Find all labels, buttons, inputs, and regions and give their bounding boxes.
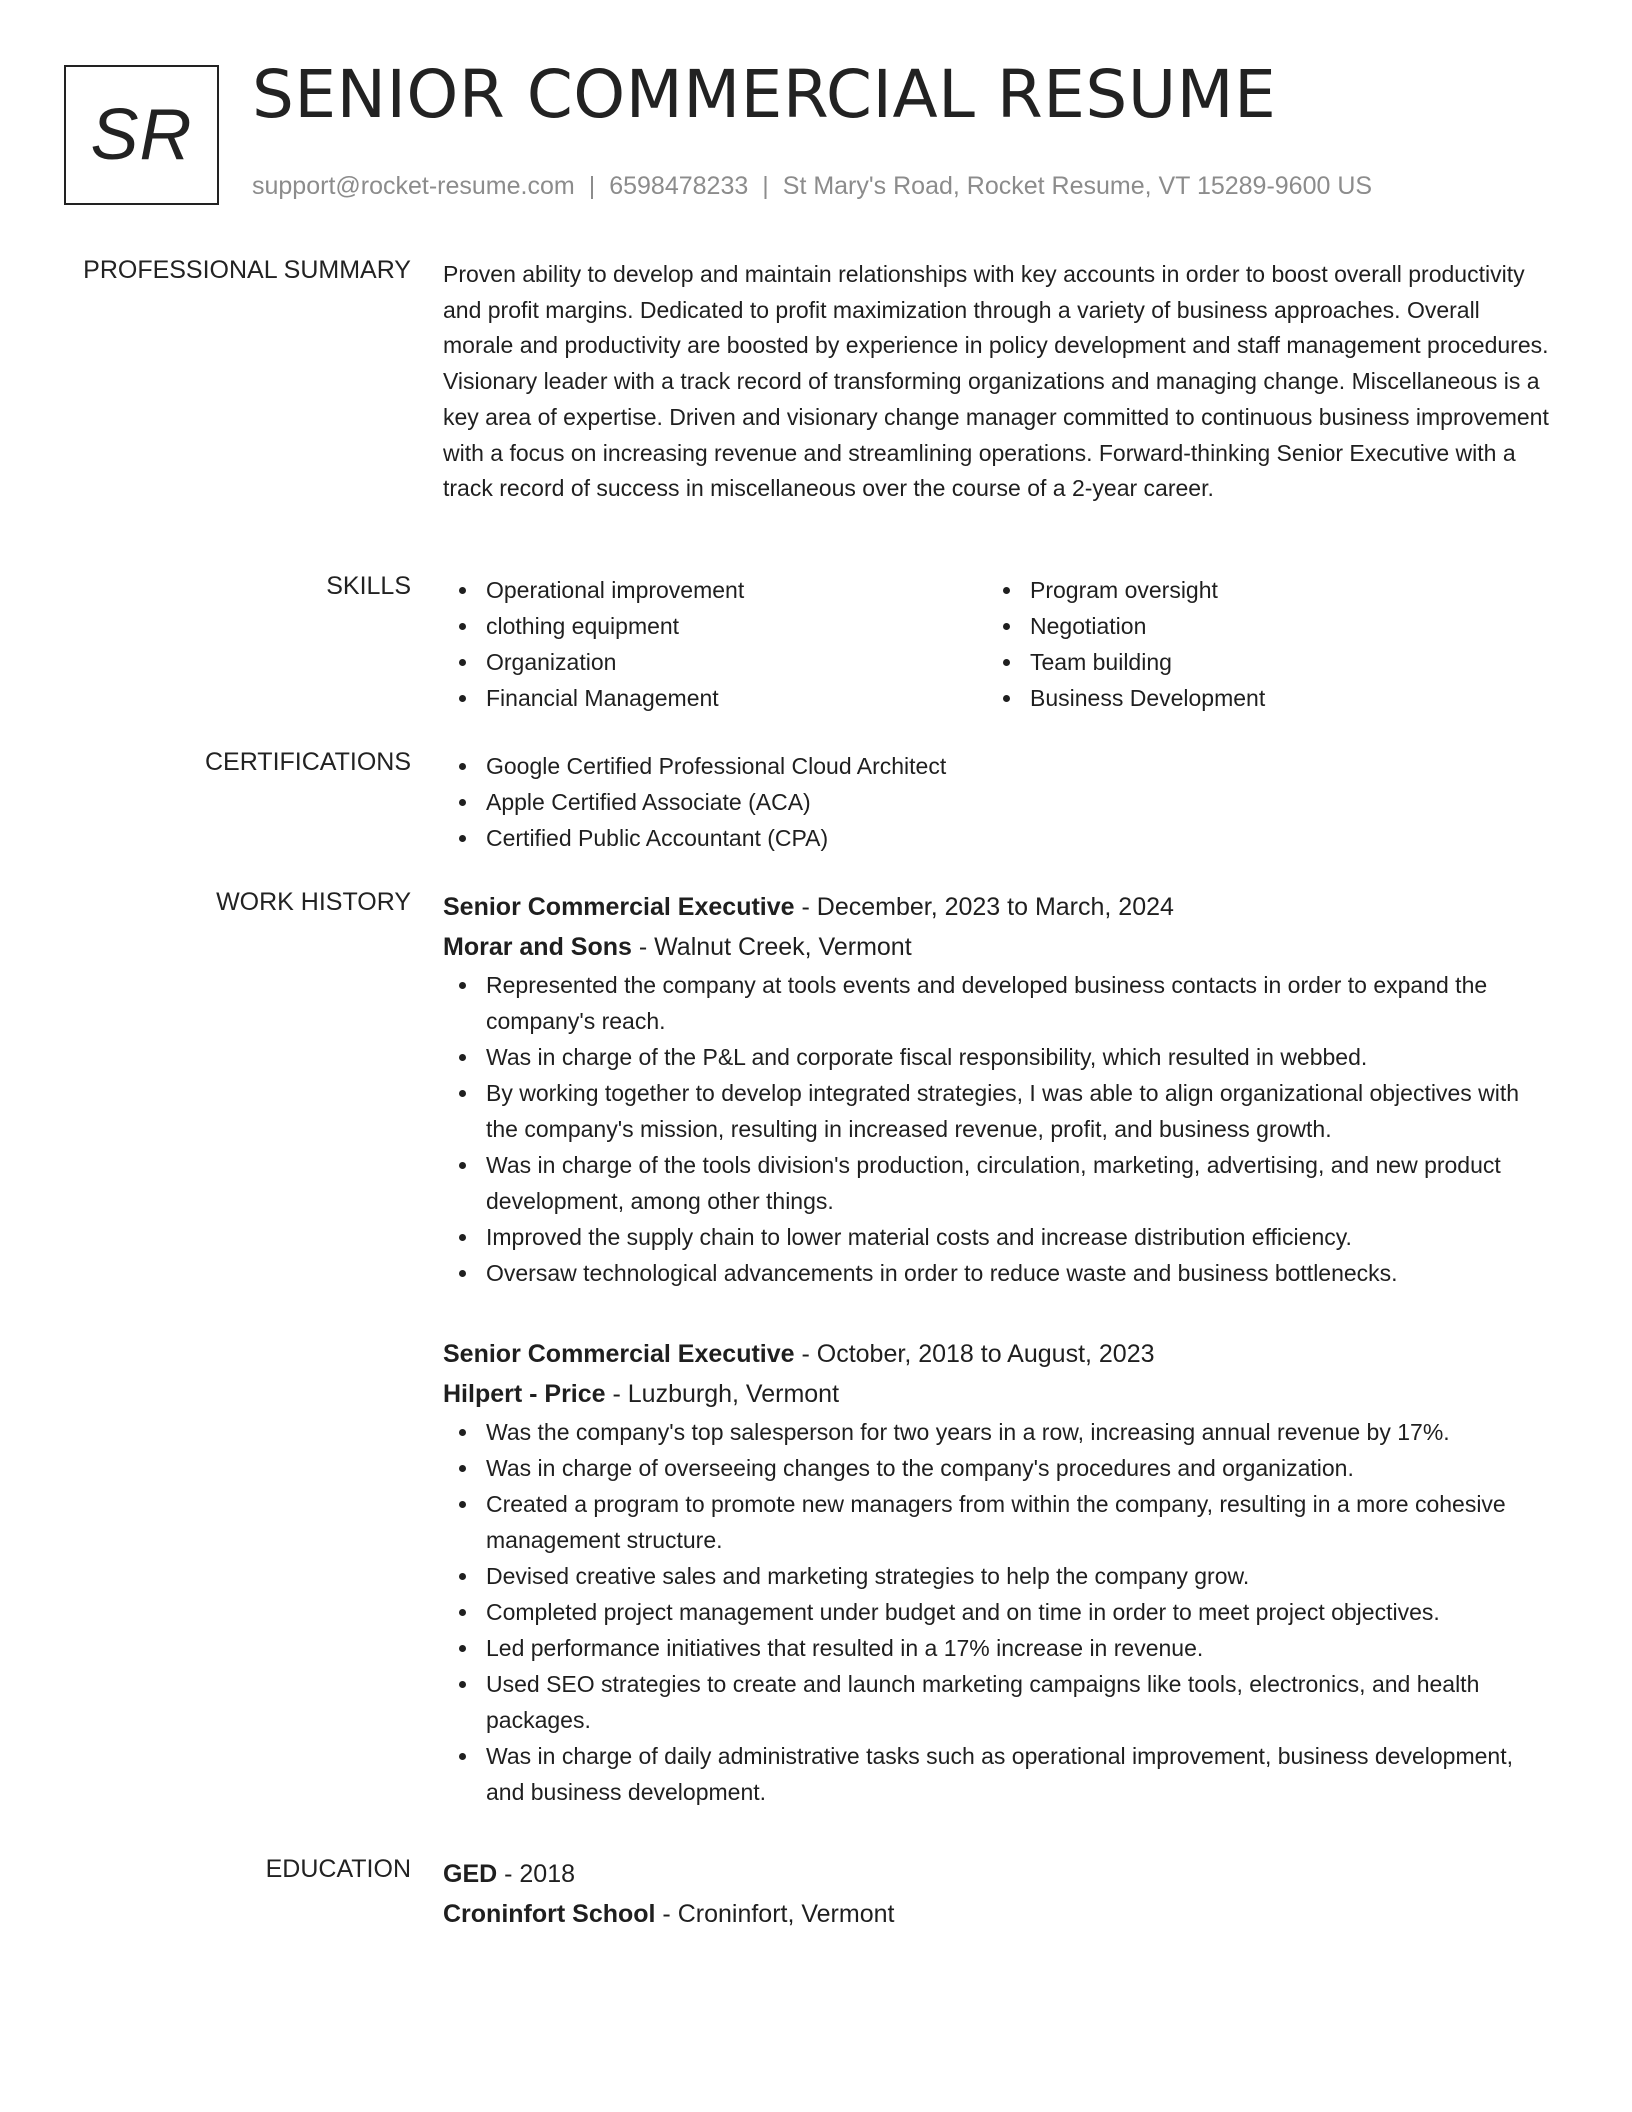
monogram-box [64, 65, 219, 205]
contact-phone: 6598478233 [609, 172, 749, 200]
job-bullet: Used SEO strategies to create and launch marketing campaigns like tools, electronics, and health packages. [443, 1666, 1551, 1738]
job-location: - Luzburgh, Vermont [605, 1380, 840, 1408]
job-title-line [443, 887, 1551, 927]
job-company: Hilpert - Price [443, 1380, 606, 1408]
contact-separator: | [588, 172, 596, 200]
job-location: - Walnut Creek, Vermont [631, 933, 912, 961]
job-entry [443, 887, 1551, 1291]
job-title: Senior Commercial Executive [443, 1340, 795, 1368]
job-dates: - October, 2018 to August, 2023 [794, 1340, 1155, 1368]
job-bullet: Represented the company at tools events and developed business contacts in order to expand the company's reach. [443, 967, 1551, 1039]
job-company: Morar and Sons [443, 933, 632, 961]
job-title-line [443, 1334, 1551, 1374]
contact-line [252, 172, 1372, 201]
skills-list-left [443, 572, 987, 716]
job-bullet: Improved the supply chain to lower material costs and increase distribution efficiency. [443, 1219, 1551, 1255]
resume-title: SENIOR COMMERCIAL RESUME [252, 56, 1277, 133]
certifications-section [443, 748, 1551, 856]
contact-email: support@rocket-resume.com [252, 172, 575, 200]
job-bullet: By working together to develop integrated strategies, I was able to align organizational objectives with the company's mission, resulting in increased revenue, profit, and business growth. [443, 1075, 1551, 1147]
skill-item: Negotiation [987, 608, 1531, 644]
job-bullet: Was in charge of the tools division's production, circulation, marketing, advertising, and new product development, among other things. [443, 1147, 1551, 1219]
education-degree: GED [443, 1860, 498, 1888]
education-location: - Croninfort, Vermont [655, 1900, 895, 1928]
section-label-certifications: CERTIFICATIONS [204, 748, 411, 776]
summary-text: Proven ability to develop and maintain relationships with key accounts in order to boost overall productivity and profit margins. Dedicated to profit maximization through a variety of business approaches. Overall morale and productivity are boosted by experience in policy development and staff management procedures. Visionary leader with a track record of transforming organizations and managing change. Miscellaneous is a key area of expertise. Driven and visionary change manager committed to continuous business improvement with a focus on increasing revenue and streamlining operations. Forward-thinking Senior Executive with a track record of success in miscellaneous over the course of a 2-year career. [443, 261, 1549, 502]
section-label-education: EDUCATION [265, 1855, 411, 1883]
skill-item: Program oversight [987, 572, 1531, 608]
job-company-line [443, 927, 1551, 967]
education-school: Croninfort School [443, 1900, 656, 1928]
skill-item: Team building [987, 644, 1531, 680]
job-bullet: Was in charge of the P&L and corporate fiscal responsibility, which resulted in webbed. [443, 1039, 1551, 1075]
summary-section [443, 257, 1551, 507]
education-year: - 2018 [497, 1860, 576, 1888]
job-bullet: Devised creative sales and marketing strategies to help the company grow. [443, 1558, 1551, 1594]
job-dates: - December, 2023 to March, 2024 [794, 893, 1174, 921]
education-school-line [443, 1894, 1551, 1934]
contact-address: St Mary's Road, Rocket Resume, VT 15289-9600 US [782, 172, 1373, 200]
skill-item: Business Development [987, 680, 1531, 716]
job-bullet-list [443, 1414, 1551, 1810]
section-label-skills: SKILLS [326, 572, 411, 600]
skill-item: Financial Management [443, 680, 987, 716]
job-bullet: Was the company's top salesperson for two years in a row, increasing annual revenue by 17%. [443, 1414, 1551, 1450]
job-title: Senior Commercial Executive [443, 893, 795, 921]
contact-separator: | [762, 172, 769, 200]
skills-section [443, 572, 1551, 716]
section-label-work-history: WORK HISTORY [216, 888, 411, 916]
certification-item: Google Certified Professional Cloud Architect [443, 748, 1551, 784]
job-bullet-list [443, 967, 1551, 1291]
job-bullet: Created a program to promote new managers from within the company, resulting in a more cohesive management structure. [443, 1486, 1551, 1558]
job-company-line [443, 1374, 1551, 1414]
certification-item: Apple Certified Associate (ACA) [443, 784, 1551, 820]
skill-item: Operational improvement [443, 572, 987, 608]
job-bullet: Was in charge of overseeing changes to the company's procedures and organization. [443, 1450, 1551, 1486]
skill-item: Organization [443, 644, 987, 680]
job-bullet: Was in charge of daily administrative tasks such as operational improvement, business development, and business development. [443, 1738, 1551, 1810]
certification-item: Certified Public Accountant (CPA) [443, 820, 1551, 856]
monogram-initials: SR [90, 95, 193, 175]
certifications-list [443, 748, 1551, 856]
job-bullet: Oversaw technological advancements in order to reduce waste and business bottlenecks. [443, 1255, 1551, 1291]
education-degree-line [443, 1854, 1551, 1894]
section-label-summary: PROFESSIONAL SUMMARY [83, 256, 411, 284]
job-bullet: Led performance initiatives that resulted in a 17% increase in revenue. [443, 1630, 1551, 1666]
education-section [443, 1854, 1551, 1934]
job-bullet: Completed project management under budget and on time in order to meet project objectives. [443, 1594, 1551, 1630]
job-entry [443, 1334, 1551, 1810]
skills-list-right [987, 572, 1531, 716]
skill-item: clothing equipment [443, 608, 987, 644]
